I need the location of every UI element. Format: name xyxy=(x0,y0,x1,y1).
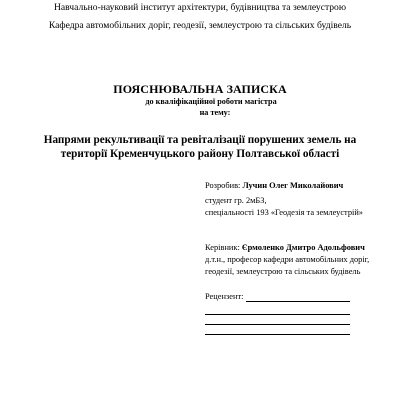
supervisor-position-1: д.т.н., професор кафедри автомобільних доріг, xyxy=(205,255,370,264)
topic-line-2: території Кременчуцького району Полтавської області xyxy=(60,148,340,160)
reviewer-blank-line xyxy=(205,334,350,335)
reviewer-blank-line xyxy=(205,324,350,325)
developer-specialty: спеціальності 193 «Геодезія та землеустрій» xyxy=(205,208,363,217)
developer-label: Розробив: xyxy=(205,181,241,190)
institute-name: Навчально-науковий інститут архітектури, будівництва та землеустрою xyxy=(53,2,347,13)
supervisor-line xyxy=(205,243,365,252)
supervisor-label: Керівник: xyxy=(205,243,240,252)
topic-line-1: Напрями рекультивації та ревіталізації порушених земель на xyxy=(43,134,357,146)
reviewer-signature-line xyxy=(246,301,350,302)
document-subtitle-topic-label: на тему: xyxy=(199,108,231,117)
reviewer-blank-line xyxy=(205,314,350,315)
supervisor-position-2: геодезії, землеустрою та сільських будівель xyxy=(205,267,361,276)
reviewer-label: Рецензент: xyxy=(205,292,244,301)
supervisor-name: Єрмоленко Дмитро Адольфович xyxy=(241,243,365,252)
developer-name: Лучин Олег Миколайович xyxy=(242,181,344,190)
document-subtitle: до кваліфікаційної роботи магістра xyxy=(145,97,277,106)
document-title: ПОЯСНЮВАЛЬНА ЗАПИСКА xyxy=(113,82,287,96)
developer-group: студент гр. 2мБЗ, xyxy=(205,196,267,205)
developer-line xyxy=(205,181,343,190)
department-name: Кафедра автомобільних доріг, геодезії, землеустрою та сільських будівель xyxy=(48,20,352,31)
